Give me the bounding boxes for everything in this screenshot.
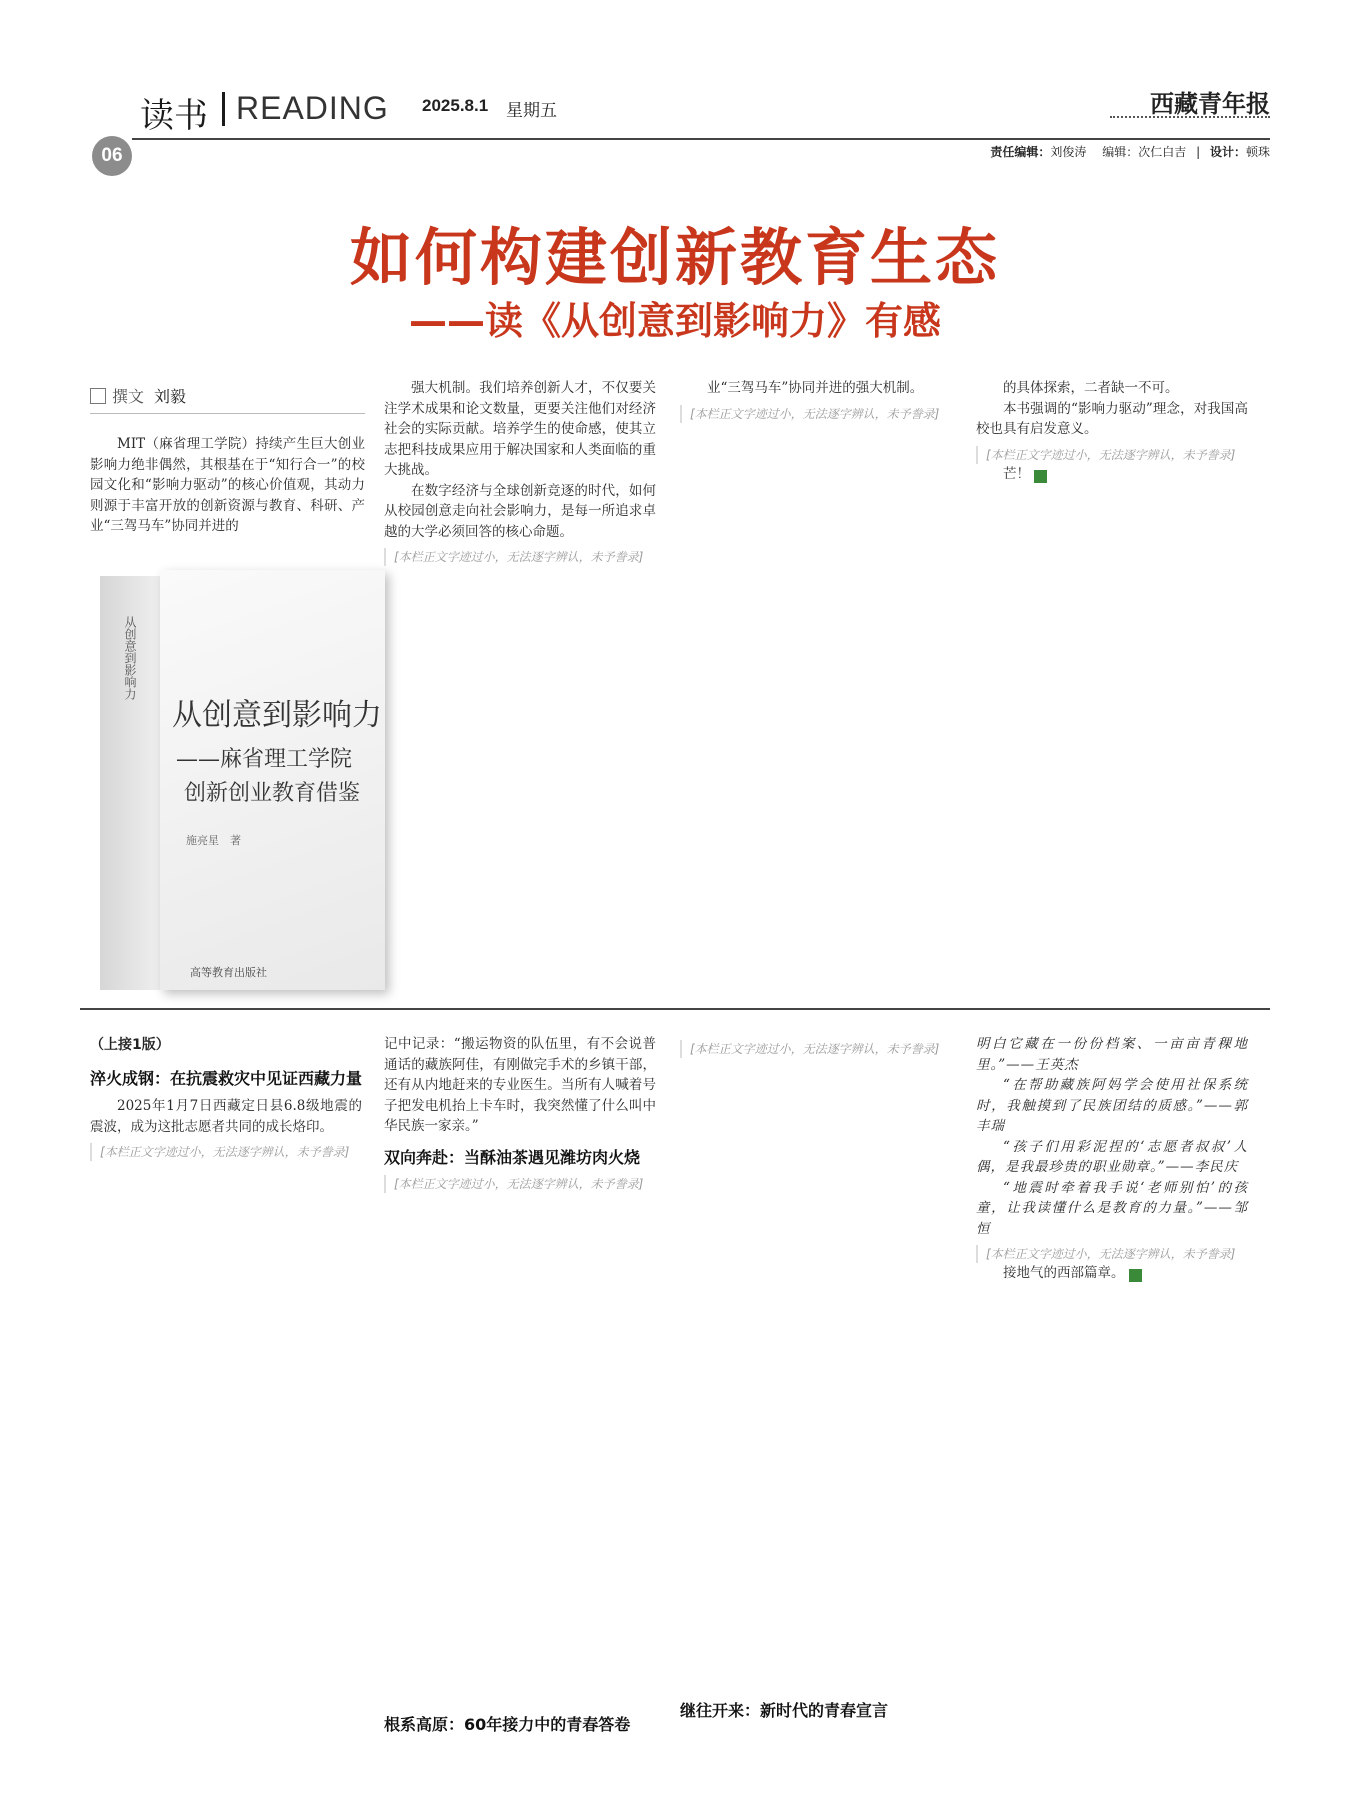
end-of-article-icon: ▪ [1034,470,1047,483]
lower-col4-illegible-note: [本栏正文字迹过小，无法逐字辨认，未予誊录] [976,1245,1248,1263]
continued-from-label: （上接1版） [90,1037,170,1053]
issue-date: 2025.8.1 [422,96,489,115]
design-name: 顿珠 [1245,145,1270,159]
lower-col2-illegible-note-1: [本栏正文字迹过小，无法逐字辨认，未予誊录] [384,1175,656,1193]
design-label: 设计： [1209,145,1246,159]
col3-illegible-note: [本栏正文字迹过小，无法逐字辨认，未予誊录] [680,405,952,423]
proof-label: 编辑： [1102,145,1139,159]
section-heading-1: 淬火成钢：在抗震救灾中见证西藏力量 [90,1069,363,1088]
lower-column-2 [384,1034,656,1734]
article-column-3 [680,378,952,423]
quote-zou: “地震时牵着我手说‘老师别怕’的孩童，让我读懂什么是教育的力量。”——邹恒 [976,1179,1248,1237]
section-title-cn: 读书 [140,96,208,136]
article-title: 如何构建创新教育生态 [349,221,1000,294]
section-title-en: READING [236,90,389,126]
col4-illegible-note: [本栏正文字迹过小，无法逐字辨认，未予誊录] [976,446,1248,464]
section-heading-3: 根系高原：60年接力中的青春答卷 [384,1715,631,1734]
lower-col3-illegible-note: [本栏正文字迹过小，无法逐字辨认，未予誊录] [680,1040,952,1058]
article-subtitle: ——读《从创意到影响力》有感 [408,299,941,343]
book-publisher: 高等教育出版社 [190,966,267,979]
col4-para-1: 的具体探索，二者缺一不可。 [1003,380,1179,396]
section-heading-4: 继往开来：新时代的青春宣言 [680,1701,889,1720]
lower-col1-para-1: 2025年1月7日西藏定日县6.8级地震的震波，成为这批志愿者共同的成长烙印。 [90,1098,362,1135]
col4-para-2: 本书强调的“影响力驱动”理念，对我国高校也具有启发意义。 [976,400,1248,437]
book-cover-image [100,570,390,990]
proof-name: 次仁白吉 [1138,145,1187,159]
quote-guo: “在帮助藏族阿妈学会使用社保系统时，我触摸到了民族团结的质感。”——郭丰瑞 [976,1077,1248,1134]
lower-column-3 [680,1034,952,1720]
col2-illegible-note: [本栏正文字迹过小，无法逐字辨认，未予誊录] [384,548,656,566]
pen-icon [90,388,106,404]
end-of-article-icon: ▪ [1129,1269,1142,1282]
quote-li: “孩子们用彩泥捏的‘志愿者叔叔’人偶，是我最珍贵的职业勋章。”——李民庆 [976,1138,1248,1175]
section-heading-2: 双向奔赴：当酥油茶遇见潍坊肉火烧 [384,1147,641,1167]
staff-credits: 责任编辑：刘俊涛 编辑：次仁白吉 | 设计：顿珠 [990,145,1270,159]
col3-para-1: 业“三驾马车”协同并进的强大机制。 [707,380,924,396]
header-rule [132,138,1270,140]
quote-wang: 明白它藏在一份份档案、一亩亩青稞地里。”——王英杰 [976,1036,1248,1073]
article-intro: MIT（麻省理工学院）持续产生巨大创业影响力绝非偶然，其根基在于“知行合一”的校园文化和“影响力驱动”的核心价值观，其动力则源于丰富开放的创新资源与教育、科研、产业“三驾马车”协同并进的 [90,436,365,534]
byline-author: 刘毅 [154,387,187,406]
masthead-tibetan-script-graphic [1110,116,1270,124]
book-title: 从创意到影响力 [172,698,382,733]
book-subtitle-1: ——麻省理工学院 [176,747,353,772]
issue-weekday: 星期五 [506,101,557,121]
book-subtitle-2: 创新创业教育借鉴 [184,781,361,806]
book-spine [100,576,160,990]
lower-column-4 [976,1034,1248,1284]
section-separator [222,92,225,126]
article-column-2 [384,378,656,566]
lower-col4-ending: 接地气的西部篇章。 [1003,1265,1125,1281]
col2-para-1: 强大机制。我们培养创新人才，不仅要关注学术成果和论文数量，更要关注他们对经济社会的实际贡献。培养学生的使命感，使其立志把科技成果应用于解决国家和人类面临的重大挑战。 [384,380,656,478]
article-divider [80,1008,1270,1010]
article-column-1 [90,434,365,537]
col4-ending: 芒！ [1003,465,1030,482]
editor-label: 责任编辑： [990,145,1051,159]
article-column-4 [976,378,1248,484]
page-number-badge: 06 [92,136,132,176]
book-spine-title: 从创意到影响力 [123,616,137,700]
lower-col1-illegible-note: [本栏正文字迹过小，无法逐字辨认，未予誊录] [90,1143,362,1161]
lower-column-1 [90,1068,362,1161]
newspaper-masthead: 西藏青年报 [1150,89,1270,118]
editor-name: 刘俊涛 [1050,145,1087,159]
lower-col2-para-1: 记中记录：“搬运物资的队伍里，有不会说普通话的藏族阿佳，有刚做完手术的乡镇干部，还有从内地赶来的专业医生。当所有人喊着号子把发电机抬上卡车时，我突然懂了什么叫中华民族一家亲。” [384,1036,656,1134]
col2-para-2: 在数字经济与全球创新竞逐的时代，如何从校园创意走向社会影响力，是每一所追求卓越的大学必须回答的核心命题。 [384,482,656,540]
byline-label: 撰文 [112,387,145,406]
book-author: 施亮星 著 [186,834,241,847]
byline [90,384,365,414]
